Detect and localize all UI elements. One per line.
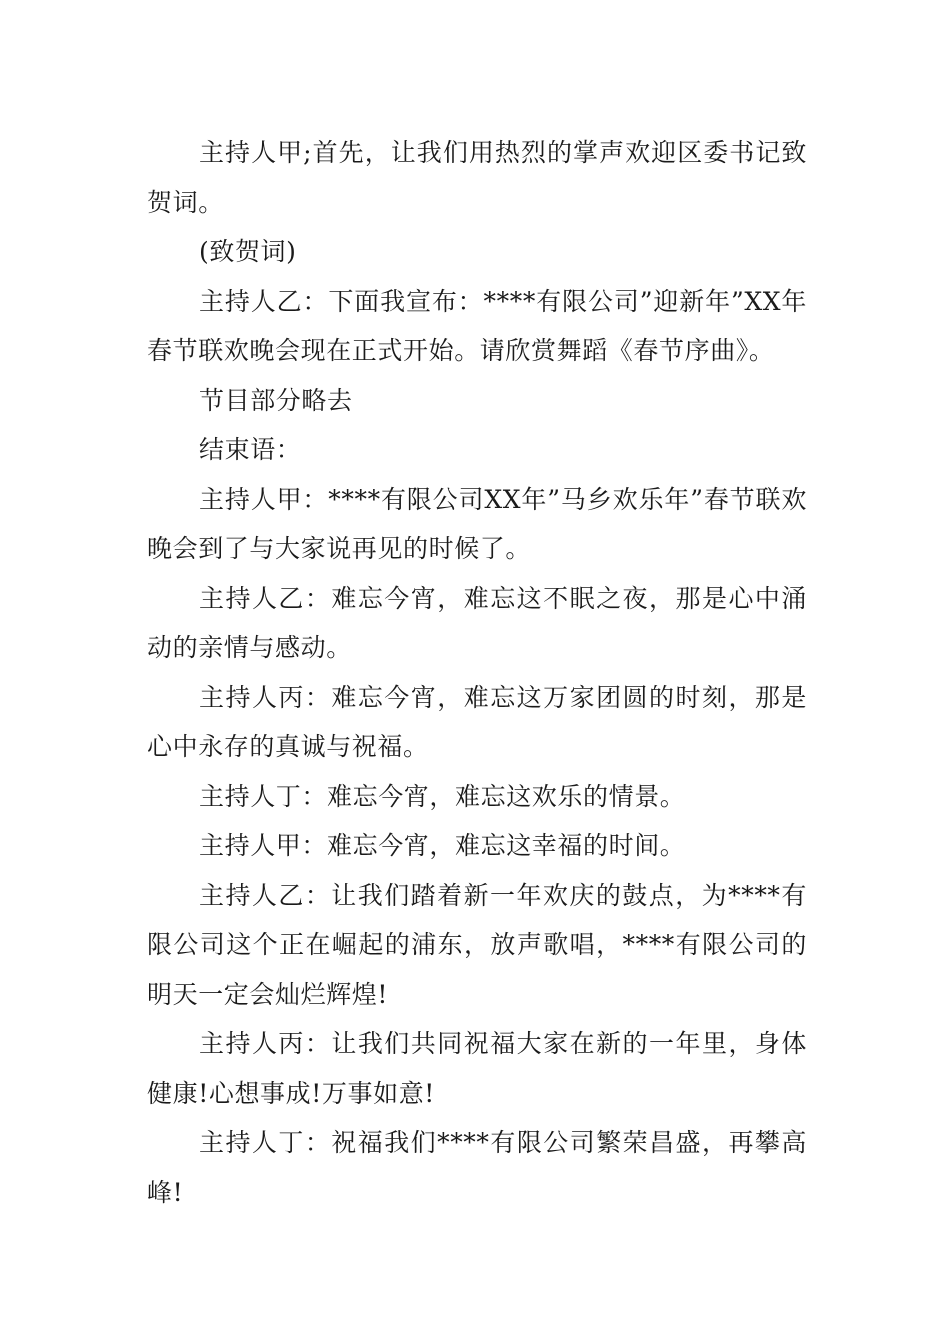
paragraph-program-omitted: 节目部分略去 — [199, 385, 353, 415]
paragraph-opening-speech: 主持人甲;首先，让我们用热烈的掌声欢迎区委书记致贺词。 — [147, 138, 807, 217]
paragraph-host-a-happiness: 主持人甲：难忘今宵，难忘这幸福的时间。 — [199, 831, 686, 860]
paragraph-host-a-farewell: 主持人甲：****有限公司XX年”马乡欢乐年”春节联欢晚会到了与大家说再见的时候了。 — [147, 484, 807, 563]
paragraph-closing-heading: 结束语： — [199, 435, 302, 464]
paragraph-host-c-reunion: 主持人丙：难忘今宵，难忘这万家团圆的时刻，那是心中永存的真诚与祝福。 — [147, 682, 807, 761]
paragraph-host-d-joy: 主持人丁：难忘今宵，难忘这欢乐的情景。 — [199, 781, 686, 811]
paragraph-host-b-tonight: 主持人乙：难忘今宵，难忘这不眠之夜，那是心中涌动的亲情与感动。 — [147, 583, 807, 662]
document-body — [147, 128, 807, 1217]
paragraph-host-b-drumbeat: 主持人乙：让我们踏着新一年欢庆的鼓点，为****有限公司这个正在崛起的浦东，放声歌唱，****有限公司的明天一定会灿烂辉煌! — [147, 880, 807, 1009]
paragraph-host-c-wishes: 主持人丙：让我们共同祝福大家在新的一年里，身体健康!心想事成!万事如意! — [147, 1029, 807, 1108]
paragraph-host-d-prosperity: 主持人丁：祝福我们****有限公司繁荣昌盛，再攀高峰! — [147, 1128, 807, 1207]
paragraph-announcement: 主持人乙：下面我宣布：****有限公司”迎新年”XX年春节联欢晚会现在正式开始。请欣赏舞蹈《春节序曲》。 — [147, 286, 807, 365]
paragraph-speech-note: (致贺词) — [199, 237, 297, 266]
